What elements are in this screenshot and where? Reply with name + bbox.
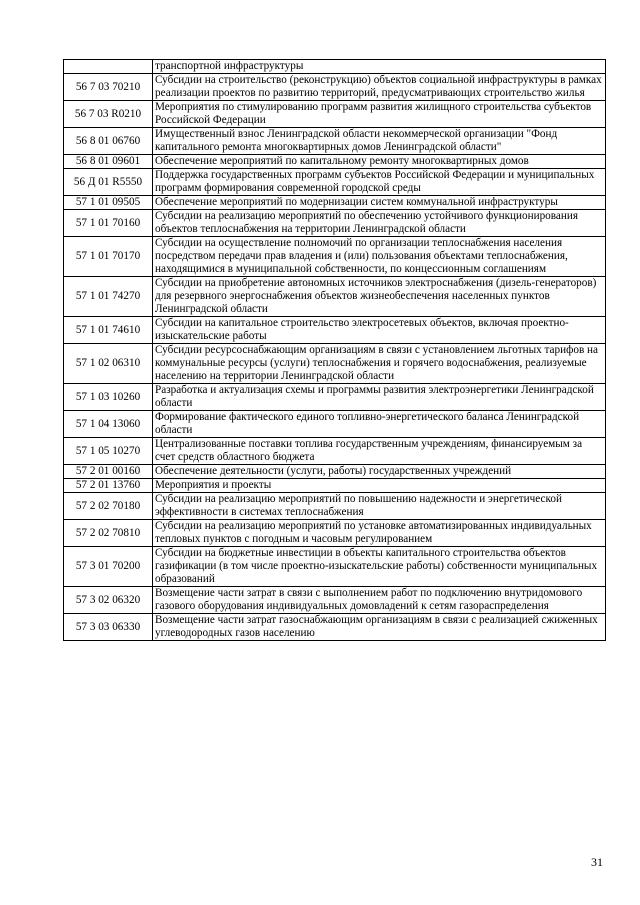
budget-code-cell: 57 1 05 10270	[64, 438, 153, 465]
table-row	[64, 479, 606, 493]
budget-code-cell: 57 2 01 13760	[64, 479, 153, 493]
budget-code-cell: 57 1 03 10260	[64, 384, 153, 411]
budget-code-cell: 56 7 03 70210	[64, 74, 153, 101]
budget-code-cell: 57 2 01 00160	[64, 465, 153, 479]
table-row	[64, 169, 606, 196]
description-cell: транспортной инфраструктуры	[153, 60, 606, 74]
budget-code-cell: 56 8 01 06760	[64, 128, 153, 155]
description-cell: Поддержка государственных программ субъектов Российской Федерации и муниципальных программ формирования современной городской среды	[153, 169, 606, 196]
table-row	[64, 344, 606, 384]
description-cell: Возмещение части затрат в связи с выполнением работ по подключению внутридомового газового оборудования индивидуальных домовладений к сетям газораспределения	[153, 587, 606, 614]
budget-code-cell: 56 8 01 09601	[64, 155, 153, 169]
table-row	[64, 520, 606, 547]
budget-code-cell: 57 1 01 70160	[64, 210, 153, 237]
table-row	[64, 384, 606, 411]
table-row	[64, 210, 606, 237]
budget-code-cell: 57 1 01 70170	[64, 237, 153, 277]
table-row	[64, 128, 606, 155]
table-row	[64, 317, 606, 344]
table-row	[64, 465, 606, 479]
table-row	[64, 101, 606, 128]
table-row	[64, 614, 606, 641]
description-cell: Субсидии на приобретение автономных источников электроснабжения (дизель-генераторов) для резервного энергоснабжения объектов жизнеобеспечения населенных пунктов Ленинградской области	[153, 277, 606, 317]
table-row	[64, 155, 606, 169]
budget-code-cell: 56 Д 01 R5550	[64, 169, 153, 196]
table-row	[64, 277, 606, 317]
description-cell: Обеспечение деятельности (услуги, работы) государственных учреждений	[153, 465, 606, 479]
description-cell: Субсидии на бюджетные инвестиции в объекты капитального строительства объектов газификации (в том числе проектно-изыскательские работы) собственности муниципальных образований	[153, 547, 606, 587]
description-cell: Централизованные поставки топлива государственным учреждениям, финансируемым за счет средств областного бюджета	[153, 438, 606, 465]
description-cell: Субсидии на строительство (реконструкцию) объектов социальной инфраструктуры в рамках реализации проектов по развитию территорий, предусматривающих строительство жилья	[153, 74, 606, 101]
description-cell: Субсидии на реализацию мероприятий по обеспечению устойчивого функционирования объектов теплоснабжения на территории Ленинградской области	[153, 210, 606, 237]
table-row	[64, 493, 606, 520]
table-body	[64, 60, 606, 641]
budget-code-cell: 57 1 01 09505	[64, 196, 153, 210]
table-row	[64, 438, 606, 465]
budget-code-cell: 57 2 02 70180	[64, 493, 153, 520]
budget-code-cell: 57 2 02 70810	[64, 520, 153, 547]
table-row	[64, 196, 606, 210]
budget-code-cell: 57 1 04 13060	[64, 411, 153, 438]
description-cell: Формирование фактического единого топливно-энергетического баланса Ленинградской области	[153, 411, 606, 438]
description-cell: Разработка и актуализация схемы и программы развития электроэнергетики Ленинградской области	[153, 384, 606, 411]
description-cell: Субсидии на капитальное строительство электросетевых объектов, включая проектно-изыскательские работы	[153, 317, 606, 344]
budget-code-cell: 57 3 02 06320	[64, 587, 153, 614]
page-number: 31	[591, 855, 603, 869]
budget-code-cell: 57 1 01 74610	[64, 317, 153, 344]
budget-codes-table	[63, 59, 606, 641]
table-row	[64, 587, 606, 614]
description-cell: Мероприятия по стимулированию программ развития жилищного строительства субъектов Российской Федерации	[153, 101, 606, 128]
description-cell: Возмещение части затрат газоснабжающим организациям в связи с реализацией сжиженных углеводородных газов населению	[153, 614, 606, 641]
budget-code-cell: 57 3 01 70200	[64, 547, 153, 587]
description-cell: Мероприятия и проекты	[153, 479, 606, 493]
description-cell: Субсидии на реализацию мероприятий по повышению надежности и энергетической эффективности в системах теплоснабжения	[153, 493, 606, 520]
description-cell: Субсидии на реализацию мероприятий по установке автоматизированных индивидуальных тепловых пунктов с погодным и часовым регулированием	[153, 520, 606, 547]
description-cell: Субсидии ресурсоснабжающим организациям в связи с установлением льготных тарифов на коммунальные ресурсы (услуги) теплоснабжения и горячего водоснабжения, реализуемые населению на территории Ленинградской области	[153, 344, 606, 384]
budget-code-cell: 57 1 02 06310	[64, 344, 153, 384]
table-row	[64, 411, 606, 438]
table-row	[64, 74, 606, 101]
table-row	[64, 60, 606, 74]
table-row	[64, 547, 606, 587]
table-row	[64, 237, 606, 277]
budget-code-cell	[64, 60, 153, 74]
description-cell: Субсидии на осуществление полномочий по организации теплоснабжения населения посредством передачи прав владения и (или) пользования объектами теплоснабжения, находящимися в муниципальной собственности, по концессионным соглашениям	[153, 237, 606, 277]
budget-code-cell: 57 1 01 74270	[64, 277, 153, 317]
description-cell: Обеспечение мероприятий по модернизации систем коммунальной инфраструктуры	[153, 196, 606, 210]
description-cell: Обеспечение мероприятий по капитальному ремонту многоквартирных домов	[153, 155, 606, 169]
description-cell: Имущественный взнос Ленинградской области некоммерческой организации "Фонд капитального ремонта многоквартирных домов Ленинградской области"	[153, 128, 606, 155]
budget-code-cell: 56 7 03 R0210	[64, 101, 153, 128]
budget-code-cell: 57 3 03 06330	[64, 614, 153, 641]
